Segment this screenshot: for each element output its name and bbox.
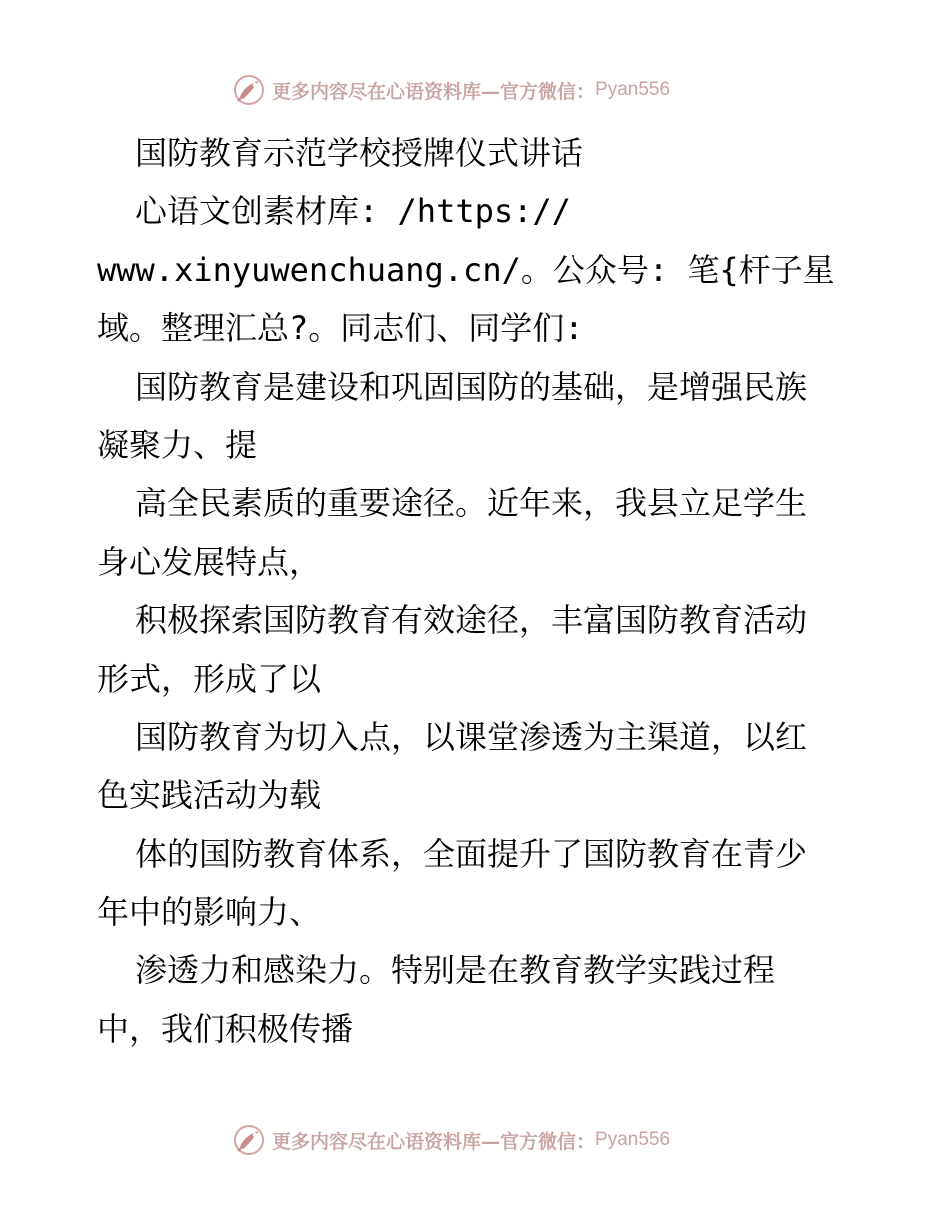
text-line: 心语文创素材库: /https:// (135, 192, 571, 231)
text-line: 域。整理汇总?。同志们、同学们: (97, 309, 584, 348)
banner-text: 更多内容尽在心语资料库—官方微信： (272, 80, 596, 103)
text-line: 国防教育为切入点，以课堂渗透为主渠道，以红 (135, 717, 808, 756)
banner-text: 更多内容尽在心语资料库—官方微信： (272, 1130, 596, 1153)
text-line: 高全民素质的重要途径。近年来，我县立足学生 (135, 484, 808, 523)
red-pen-logo-icon (232, 73, 266, 107)
text-line: 色实践活动为载 (97, 776, 322, 815)
document-body (97, 124, 857, 1058)
text-line: 渗透力和感染力。特别是在教育教学实践过程 (135, 951, 776, 990)
text-line: 形式，形成了以 (97, 659, 322, 698)
text-line: 国防教育是建设和巩固国防的基础，是增强民族 (135, 367, 808, 406)
text-line: 年中的影响力、 (97, 893, 322, 932)
banner-handle: Pyan556 (595, 1129, 671, 1150)
text-line: www.xinyuwenchuang.cn/。公众号: 笔{杆子星 (97, 250, 835, 289)
text-line: 积极探索国防教育有效途径，丰富国防教育活动 (135, 601, 808, 640)
header-banner (232, 72, 752, 108)
text-line: 中，我们积极传播 (97, 1009, 354, 1048)
text-line: 体的国防教育体系，全面提升了国防教育在青少 (135, 834, 808, 873)
text-line: 国防教育示范学校授牌仪式讲话 (135, 134, 584, 172)
footer-banner (232, 1122, 752, 1158)
text-line: 凝聚力、提 (97, 425, 258, 464)
text-line: 身心发展特点， (97, 542, 322, 581)
red-pen-logo-icon (232, 1123, 266, 1157)
banner-handle: Pyan556 (595, 79, 671, 100)
